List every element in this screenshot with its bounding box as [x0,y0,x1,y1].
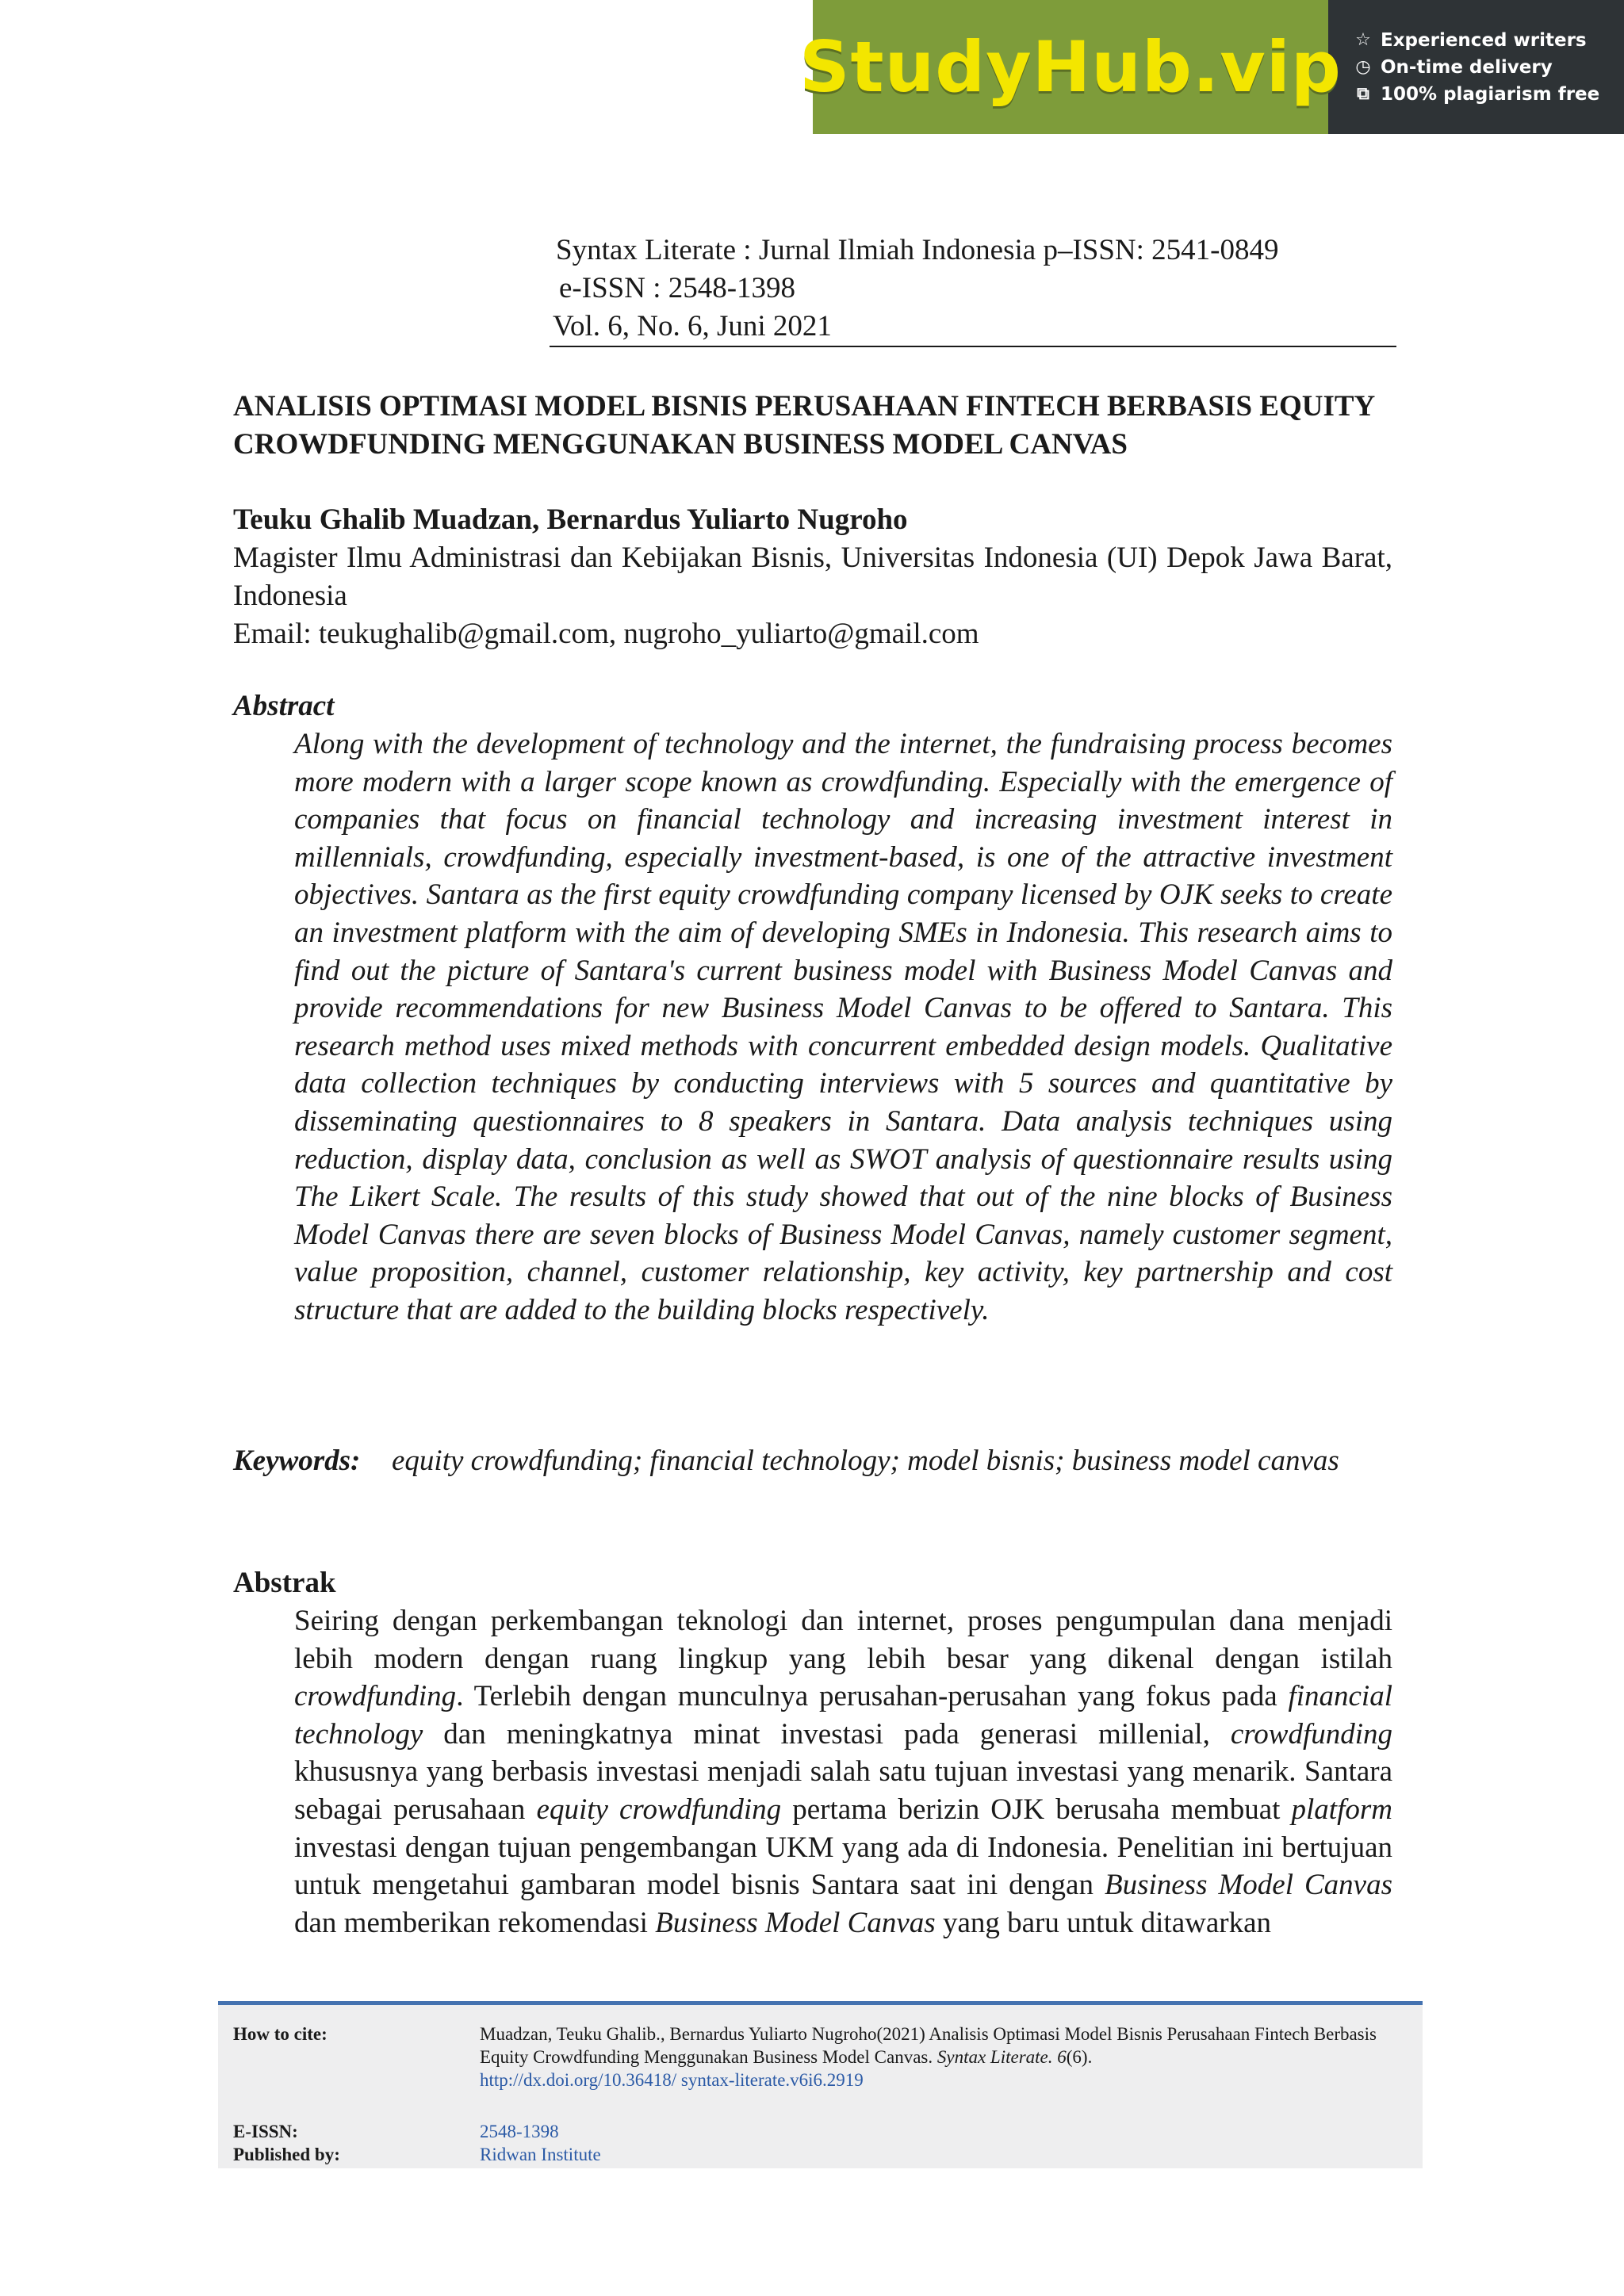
abstrak-run: dan meningkatnya minat investasi pada generasi millenial, [423,1717,1231,1751]
eissn-label: E-ISSN: [233,2122,298,2141]
cite-reference: Muadzan, Teuku Ghalib., Bernardus Yuliarto Nugroho(2021) Analisis Optimasi Model Bisnis Perusahaan Fintech Berbasis Equity Crowdfunding Menggunakan Business Model Canvas. [480,2024,1377,2067]
banner-feature-delivery [1354,57,1624,78]
abstrak-run: pertama berizin OJK berusaha membuat [781,1793,1292,1826]
keywords-text: equity crowdfunding; financial technology; model bisnis; business model canvas [392,1445,1339,1477]
cite-label: How to cite: [233,2024,327,2044]
banner-feature-plagiarism [1354,84,1624,105]
abstract-text: Along with the development of technology and the internet, the fundraising process becomes more modern with a larger scope known as crowdfunding. Especially with the emergence of companies that focus on financial technology and increasing investment interest in millennials, crowdfunding, especially investment-based, is one of the attractive investment objectives. Santara as the first equity crowdfunding company licensed by OJK seeks to create an investment platform with the aim of developing SMEs in Indonesia. This research aims to find out the picture of Santara's current business model with Business Model Canvas and provide recommendations for new Business Model Canvas to be offered to Santara. This research method uses mixed methods with concurrent embedded design models. Qualitative data collection techniques by conducting interviews with 5 sources and quantitative by disseminating questionnaires to 8 speakers in Santara. Data analysis techniques using reduction, display data, conclusion as well as SWOT analysis of questionnaire results using The Likert Scale. The results of this study showed that out of the nine blocks of Business Model Canvas there are seven blocks of Business Model Canvas, namely customer segment, value proposition, channel, customer relationship, key activity, key partnership and cost structure that are added to the building blocks respectively. [294,728,1392,1326]
citation-footer [218,2001,1423,2168]
abstrak-heading: Abstrak [233,1567,336,1599]
cite-text [480,2022,1415,2091]
banner-feature-writers [1354,30,1624,51]
abstrak-run: Seiring dengan perkembangan teknologi dan internet, proses pengumpulan dana menjadi lebih modern dengan ruang lingkup yang lebih besar yang dikenal dengan istilah [294,1605,1392,1675]
publisher-link[interactable]: Ridwan Institute [480,2145,601,2164]
studyhub-logo[interactable] [799,0,1342,134]
banner-feature-list [1328,0,1624,134]
studyhub-banner[interactable] [799,0,1624,134]
abstrak-run-italic: crowdfunding [294,1680,457,1713]
abstrak-text [294,1602,1392,1942]
eissn-value: 2548-1398 [480,2122,559,2141]
journal-header [550,232,1396,347]
star-outline-icon: ☆ [1355,30,1371,50]
abstrak-run-italic: platform [1291,1793,1392,1826]
clock-icon: ◷ [1355,57,1371,77]
abstrak-run: . Terlebih dengan munculnya perusahan-perusahan yang fokus pada [456,1680,1289,1713]
banner-feature-text: Experienced writers [1381,29,1587,51]
publisher-label: Published by: [233,2145,340,2164]
cite-journal: Syntax Literate. 6 [936,2047,1067,2067]
author-affiliation: Magister Ilmu Administrasi dan Kebijakan Bisnis, Universitas Indonesia (UI) Depok Jawa Barat, Indonesia [233,541,1392,612]
abstrak-run: khususnya yang berbasis investasi menjadi salah satu tujuan investasi yang menarik. Santara sebagai perusahaan [294,1755,1392,1826]
paper-authors: Teuku Ghalib Muadzan, Bernardus Yuliarto Nugroho [233,503,908,536]
abstrak-run-italic: financial technology [294,1680,1392,1751]
abstrak-run-italic: Business Model Canvas [655,1906,936,1939]
cite-doi-link[interactable]: http://dx.doi.org/10.36418/ syntax-literate.v6i6.2919 [480,2070,864,2090]
abstrak-run-italic: equity crowdfunding [536,1793,782,1826]
abstrak-run: yang baru untuk ditawarkan [935,1906,1272,1939]
author-email[interactable]: Email: teukughalib@gmail.com, nugroho_yuliarto@gmail.com [233,618,979,650]
banner-feature-text: On-time delivery [1381,56,1553,78]
abstrak-run-italic: Business Model Canvas [1104,1869,1392,1902]
journal-name-issn: Syntax Literate : Jurnal Ilmiah Indonesia p–ISSN: 2541-0849 [556,234,1279,266]
keywords-label: Keywords: [233,1445,361,1477]
journal-volume: Vol. 6, No. 6, Juni 2021 [550,308,1396,347]
banner-feature-text: 100% plagiarism free [1381,83,1600,105]
copy-doc-icon: ⧉ [1357,84,1369,104]
paper-title: ANALISIS OPTIMASI MODEL BISNIS PERUSAHAAN FINTECH BERBASIS EQUITY CROWDFUNDING MENGGUNAKAN BUSINESS MODEL CANVAS [233,390,1374,461]
studyhub-logo-text: StudyHub.vip [799,26,1342,108]
abstract-heading: Abstract [233,690,335,722]
journal-eissn: e-ISSN : 2548-1398 [559,272,796,304]
abstrak-run: dan memberikan rekomendasi [294,1906,656,1939]
cite-issue: (6). [1066,2047,1093,2067]
abstrak-run: investasi dengan tujuan pengembangan UKM yang ada di Indonesia. Penelitian ini bertujuan untuk mengetahui gambaran model bisnis Santara saat ini dengan [294,1831,1392,1902]
abstrak-run-italic: crowdfunding [1230,1717,1392,1751]
